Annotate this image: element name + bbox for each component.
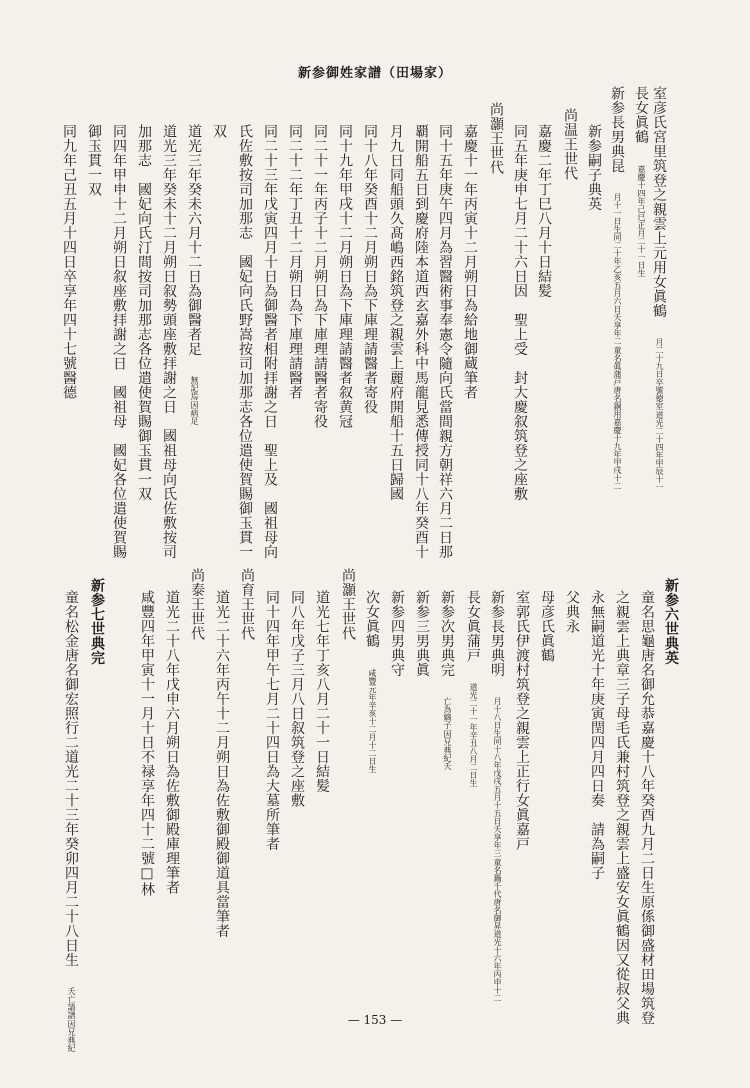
lower-column: 道光七年丁亥八月二十一日結髪 [314, 590, 330, 793]
lower-column [64, 590, 78, 1052]
upper-column: 氏佐敷按司加那志 國妃向氏野嵩按司加那志各位遣使賀賜御玉貫一 [237, 124, 253, 559]
annotation-line: 月二十九日卒號徳室 [655, 337, 664, 410]
column-text: 室彦氏宮里筑登之親雲上元用女眞鶴 [651, 86, 667, 318]
upper-column: 加那志 國妃向氏汀間按司加那志各位遣使賀賜御玉貫一双 [136, 124, 152, 501]
lower-column: 童名思龜唐名御允恭嘉慶十八年癸酉九月二日生原係御盛材田場筑登 [639, 590, 655, 1025]
annotation-line: 因兄典紀 [67, 1019, 76, 1052]
lower-column [466, 590, 480, 787]
column-text: 新参長男典明 [489, 590, 505, 677]
annotation-line: 夭亡請譜 [67, 986, 76, 1019]
annotation-line: 月十一日生同二十年乙亥五月六日夭享年二 [613, 192, 622, 345]
lower-column: 之親雲上典章三子母毛氏兼村筑登之親雲上盛安女眞鶴因又從叔父典 [614, 590, 630, 1025]
upper-column: 尚温王世代 [562, 108, 578, 181]
annotation-line: 童名眞蒲戸唐名銅用嘉慶十九年甲戌十二 [613, 345, 622, 490]
upper-column: 覇開船五日到慶府陸本道西玄嘉外科中馬龍見悉傳授同十八年癸酉十 [413, 124, 429, 559]
annotation [493, 697, 501, 1002]
upper-column: 尚灝王世代 [488, 102, 504, 175]
upper-column: 嘉慶二年丁巳八月十日結髪 [536, 124, 552, 298]
upper-column: 御玉貫一双 [86, 124, 102, 197]
lower-column: 新参四男典守 [389, 590, 405, 677]
lower-column: 尚泰王世代 [189, 568, 205, 641]
column-text: 次女眞鶴 [364, 590, 380, 648]
annotation-line: 童名鍋千代唐名御昇道光十六年丙申十二 [493, 857, 502, 1002]
upper-column: 同二十三年戊寅四月十日為御醫者相附拝謝之日 聖上及 國祖母向 [262, 124, 278, 559]
column-text: 新参次男典完 [439, 590, 455, 677]
lower-column: 新参三男典眞 [414, 590, 430, 677]
lower-column: 永無嗣道光十年庚寅閏四月四日奏 請為嗣子 [589, 590, 605, 880]
annotation-line: 無記焉 [190, 375, 199, 400]
annotation: 道光二十一年辛丑八月二日生 [469, 683, 478, 787]
lower-column: 室郭氏伊渡村筑登之親雲上正行女眞嘉戸 [514, 590, 530, 851]
lower-column [490, 590, 504, 1002]
upper-column: 嘉慶十一年丙寅十二月朔日為給地御蔵筆者 [462, 124, 478, 400]
lower-column: 道光二十六年丙午十二月朔日為佐敷御殿御道具當筆者 [214, 590, 230, 938]
upper-column: 同九年己丑五月十四日卒享年四十七號醫德 [61, 124, 77, 400]
annotation [190, 376, 198, 425]
upper-column [652, 86, 666, 491]
annotation [655, 338, 663, 491]
column-text: 長女眞蒲戸 [465, 590, 481, 663]
lower-column: 尚育王世代 [239, 568, 255, 641]
upper-column: 同二十二年丁丑十二月朔日為下庫理請醫者 [287, 124, 303, 400]
annotation: 嘉慶十四年己巳正月二十一日生 [637, 164, 646, 277]
lower-column: 同十四年甲午七月二十四日為大墓所筆者 [264, 590, 280, 851]
lower-column: 咸豐四年甲寅十一月十日不禄享年四十二號□林 [139, 590, 155, 897]
lower-column: 父典永 [564, 590, 580, 634]
annotation-line: 亡為嫡子 [443, 696, 452, 729]
generation-heading: 新参六世典英 [663, 578, 679, 665]
upper-column: 同五年庚申七月二十六日因 聖上受 封大慶叙筑登之座敷 [512, 124, 528, 501]
annotation-line: 因病足 [190, 400, 199, 425]
annotation-line: 道光二十四年甲辰十一 [655, 410, 664, 491]
annotation [613, 193, 621, 490]
upper-column: 双 [211, 124, 227, 139]
column-text: 新参長男典昆 [609, 86, 625, 173]
column-text: 長女眞鶴 [633, 86, 649, 144]
lower-column [365, 590, 379, 773]
upper-column: 道光三年癸未十二月朔日叙勢頭座敷拝謝之日 國祖母向氏佐敷按司 [161, 124, 177, 559]
lower-column [440, 590, 454, 770]
column-text: 童名松金唐名御宏照行二道光二十三年癸卯四月二十八日生 [63, 590, 79, 967]
upper-column: 月九日同船頭久髙嶋西銘筑登之親雲上麗府開船十五日歸國 [388, 124, 404, 501]
upper-column [610, 86, 624, 490]
upper-column [634, 86, 648, 277]
upper-column [187, 124, 201, 425]
page-header-title: 新参御姓家譜（田場家） [297, 66, 452, 81]
annotation-line: 月十八日生同十八年戊戌五月十五日夭享年三 [493, 696, 502, 857]
lower-column: 尚灝王世代 [340, 568, 356, 641]
lower-column: 母彦氏眞鶴 [539, 590, 555, 663]
lower-column: 同八年戊子三月八日叙筑登之座敷 [289, 590, 305, 808]
upper-column: 同十五年庚午四月為習醫術事奉憲令隨向氏當間親方朝祥六月二日那 [437, 124, 453, 559]
annotation [443, 697, 451, 770]
generation-heading: 新参七世典完 [89, 578, 105, 665]
page-number: — 153 — [347, 1013, 403, 1027]
column-text: 道光三年癸未六月十二日為御醫者足 [186, 124, 202, 356]
upper-column: 同十八年癸酉十二月朔日為下庫理請醫者寄役 [362, 124, 378, 414]
upper-column: 同四年甲申十二月朔日叙座敷拝謝之日 國祖母 國妃各位遣使賀賜 [111, 124, 127, 559]
annotation-line: 因兄典紀夭 [443, 729, 452, 770]
upper-column: 同十九年甲戌十二月朔日為下庫理請醫者叙黄冠 [337, 124, 353, 429]
upper-column: 新参嗣子典英 [586, 124, 602, 211]
lower-column: 道光二十八年戊申六月朔日為佐敷御殿庫理筆者 [164, 590, 180, 895]
annotation: 咸豐元年辛亥十二月十二日生 [368, 668, 377, 773]
upper-column: 同二十一年丙子十二月朔日為下庫理請醫者寄役 [312, 124, 328, 429]
